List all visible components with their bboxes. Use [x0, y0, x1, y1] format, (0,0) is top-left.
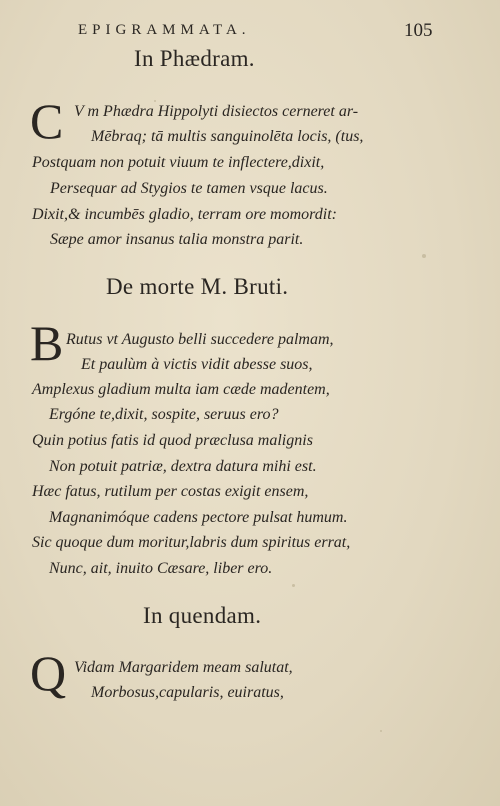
page-number: 105	[404, 20, 433, 41]
verse-line: Ergóne te,dixit, sospite, seruus ero?	[49, 406, 279, 423]
poem-title: In quendam.	[143, 603, 262, 628]
verse-line: Morbosus,capularis, euiratus,	[91, 684, 284, 701]
running-title: EPIGRAMMATA.	[78, 22, 251, 38]
verse-line: Dixit,& incumbēs gladio, terram ore momordit:	[32, 206, 338, 223]
verse-line: Magnanimóque cadens pectore pulsat humum.	[49, 509, 348, 526]
verse-line: Amplexus gladium multa iam cæde madentem,	[32, 381, 330, 398]
verse-line: Quin potius fatis id quod præclusa malignis	[32, 432, 313, 449]
verse-line: Non potuit patriæ, dextra datura mihi est.	[49, 458, 317, 475]
verse-line: Vidam Margaridem meam salutat,	[74, 659, 293, 676]
verse-line: Hæc fatus, rutilum per costas exigit ensem,	[32, 483, 309, 500]
verse-line: Postquam non potuit viuum te inflectere,dixit,	[32, 154, 325, 171]
paper-speck	[154, 100, 156, 102]
verse-line: Sic quoque dum moritur,labris dum spiritus errat,	[32, 534, 351, 551]
paper-speck	[380, 730, 382, 732]
verse-line: Rutus vt Augusto belli succedere palmam,	[66, 331, 334, 348]
paper-speck	[422, 254, 426, 258]
poem-title: De morte M. Bruti.	[106, 274, 289, 299]
verse-line: Nunc, ait, inuito Cæsare, liber ero.	[49, 560, 273, 577]
verse-line: V m Phædra Hippolyti disiectos cerneret ar-	[74, 103, 359, 120]
verse-line: Sæpe amor insanus talia monstra parit.	[50, 231, 304, 248]
drop-initial: Q	[30, 645, 67, 701]
poem-title: In Phædram.	[134, 46, 255, 71]
drop-initial: C	[30, 93, 64, 149]
verse-line: Et paulùm à victis vidit abesse suos,	[81, 356, 313, 373]
paper-speck	[292, 584, 295, 587]
verse-line: Mēbraq; tā multis sanguinolēta locis, (tus,	[91, 128, 364, 145]
verse-line: Persequar ad Stygios te tamen vsque lacus.	[50, 180, 328, 197]
drop-initial: B	[30, 315, 64, 371]
